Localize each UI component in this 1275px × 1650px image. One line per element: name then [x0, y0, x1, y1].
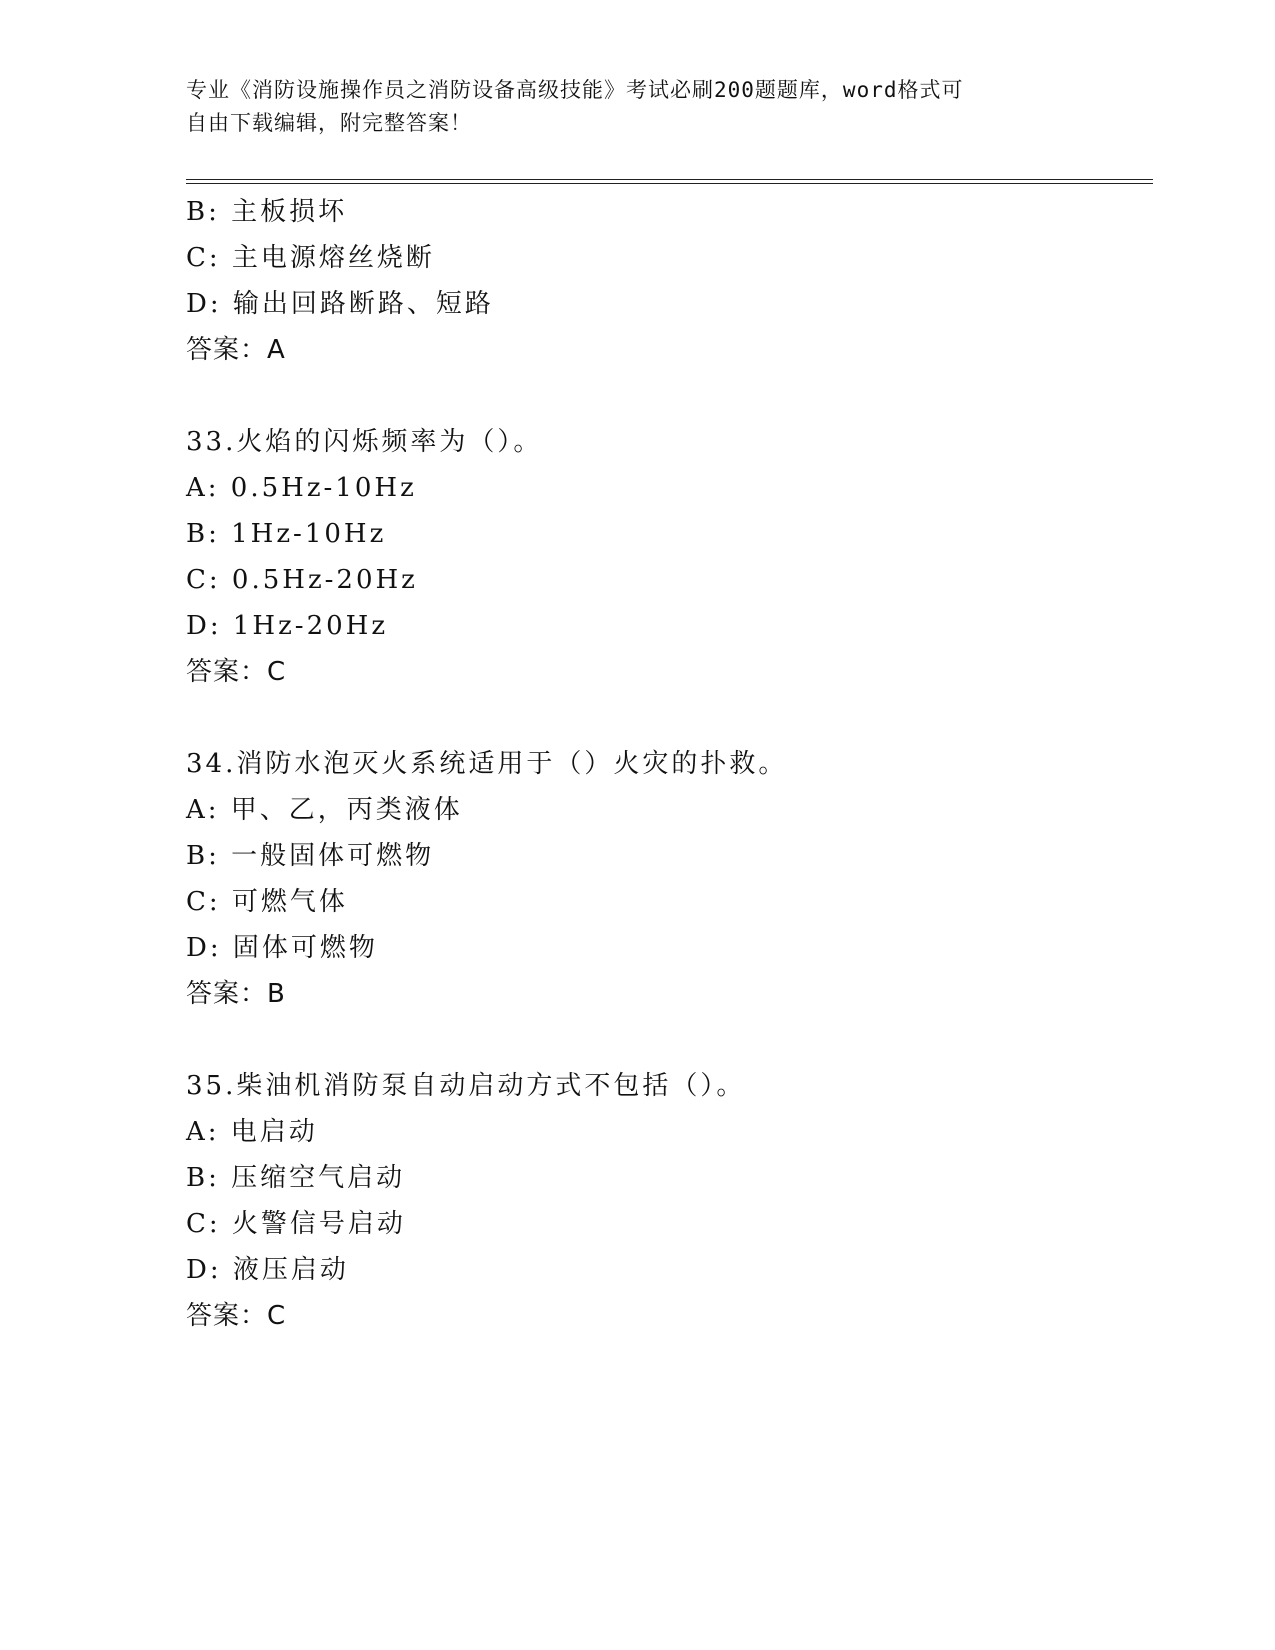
- option-d: D: 固体可燃物: [186, 933, 378, 963]
- option-a: A: 0.5Hz-10Hz: [186, 473, 417, 503]
- document-header: [186, 74, 1076, 140]
- header-line-1: 专业《消防设施操作员之消防设备高级技能》考试必刷200题题库，word格式可: [186, 78, 964, 102]
- option-c: C: 可燃气体: [186, 887, 348, 917]
- question-stem: 33.火焰的闪烁频率为（）。: [186, 427, 543, 457]
- question-34: [186, 741, 1146, 1017]
- answer-line: 答案：A: [186, 335, 286, 365]
- answer-line: 答案：C: [186, 1301, 287, 1331]
- spacer: [186, 373, 1146, 419]
- question-stem: 34.消防水泡灭火系统适用于（）火灾的扑救。: [186, 749, 788, 779]
- option-b: B: 一般固体可燃物: [186, 841, 435, 871]
- option-d: D: 输出回路断路、短路: [186, 289, 494, 319]
- option-c: C: 火警信号启动: [186, 1209, 406, 1239]
- header-line-2: 自由下载编辑，附完整答案！: [186, 111, 472, 135]
- option-c: C: 主电源熔丝烧断: [186, 243, 435, 273]
- question-32-continued: [186, 189, 1146, 373]
- option-a: A: 甲、乙，丙类液体: [186, 795, 463, 825]
- question-list: [186, 189, 1146, 1339]
- option-b: B: 1Hz-10Hz: [186, 519, 387, 549]
- spacer: [186, 1017, 1146, 1063]
- option-b: B: 主板损坏: [186, 197, 348, 227]
- option-a: A: 电启动: [186, 1117, 318, 1147]
- header-divider-bottom: [186, 183, 1153, 184]
- question-stem: 35.柴油机消防泵自动启动方式不包括（）。: [186, 1071, 746, 1101]
- answer-line: 答案：B: [186, 979, 286, 1009]
- option-c: C: 0.5Hz-20Hz: [186, 565, 418, 595]
- header-divider-top: [186, 179, 1153, 180]
- option-d: D: 1Hz-20Hz: [186, 611, 389, 641]
- question-33: [186, 419, 1146, 695]
- answer-line: 答案：C: [186, 657, 287, 687]
- option-b: B: 压缩空气启动: [186, 1163, 406, 1193]
- question-35: [186, 1063, 1146, 1339]
- spacer: [186, 695, 1146, 741]
- option-d: D: 液压启动: [186, 1255, 349, 1285]
